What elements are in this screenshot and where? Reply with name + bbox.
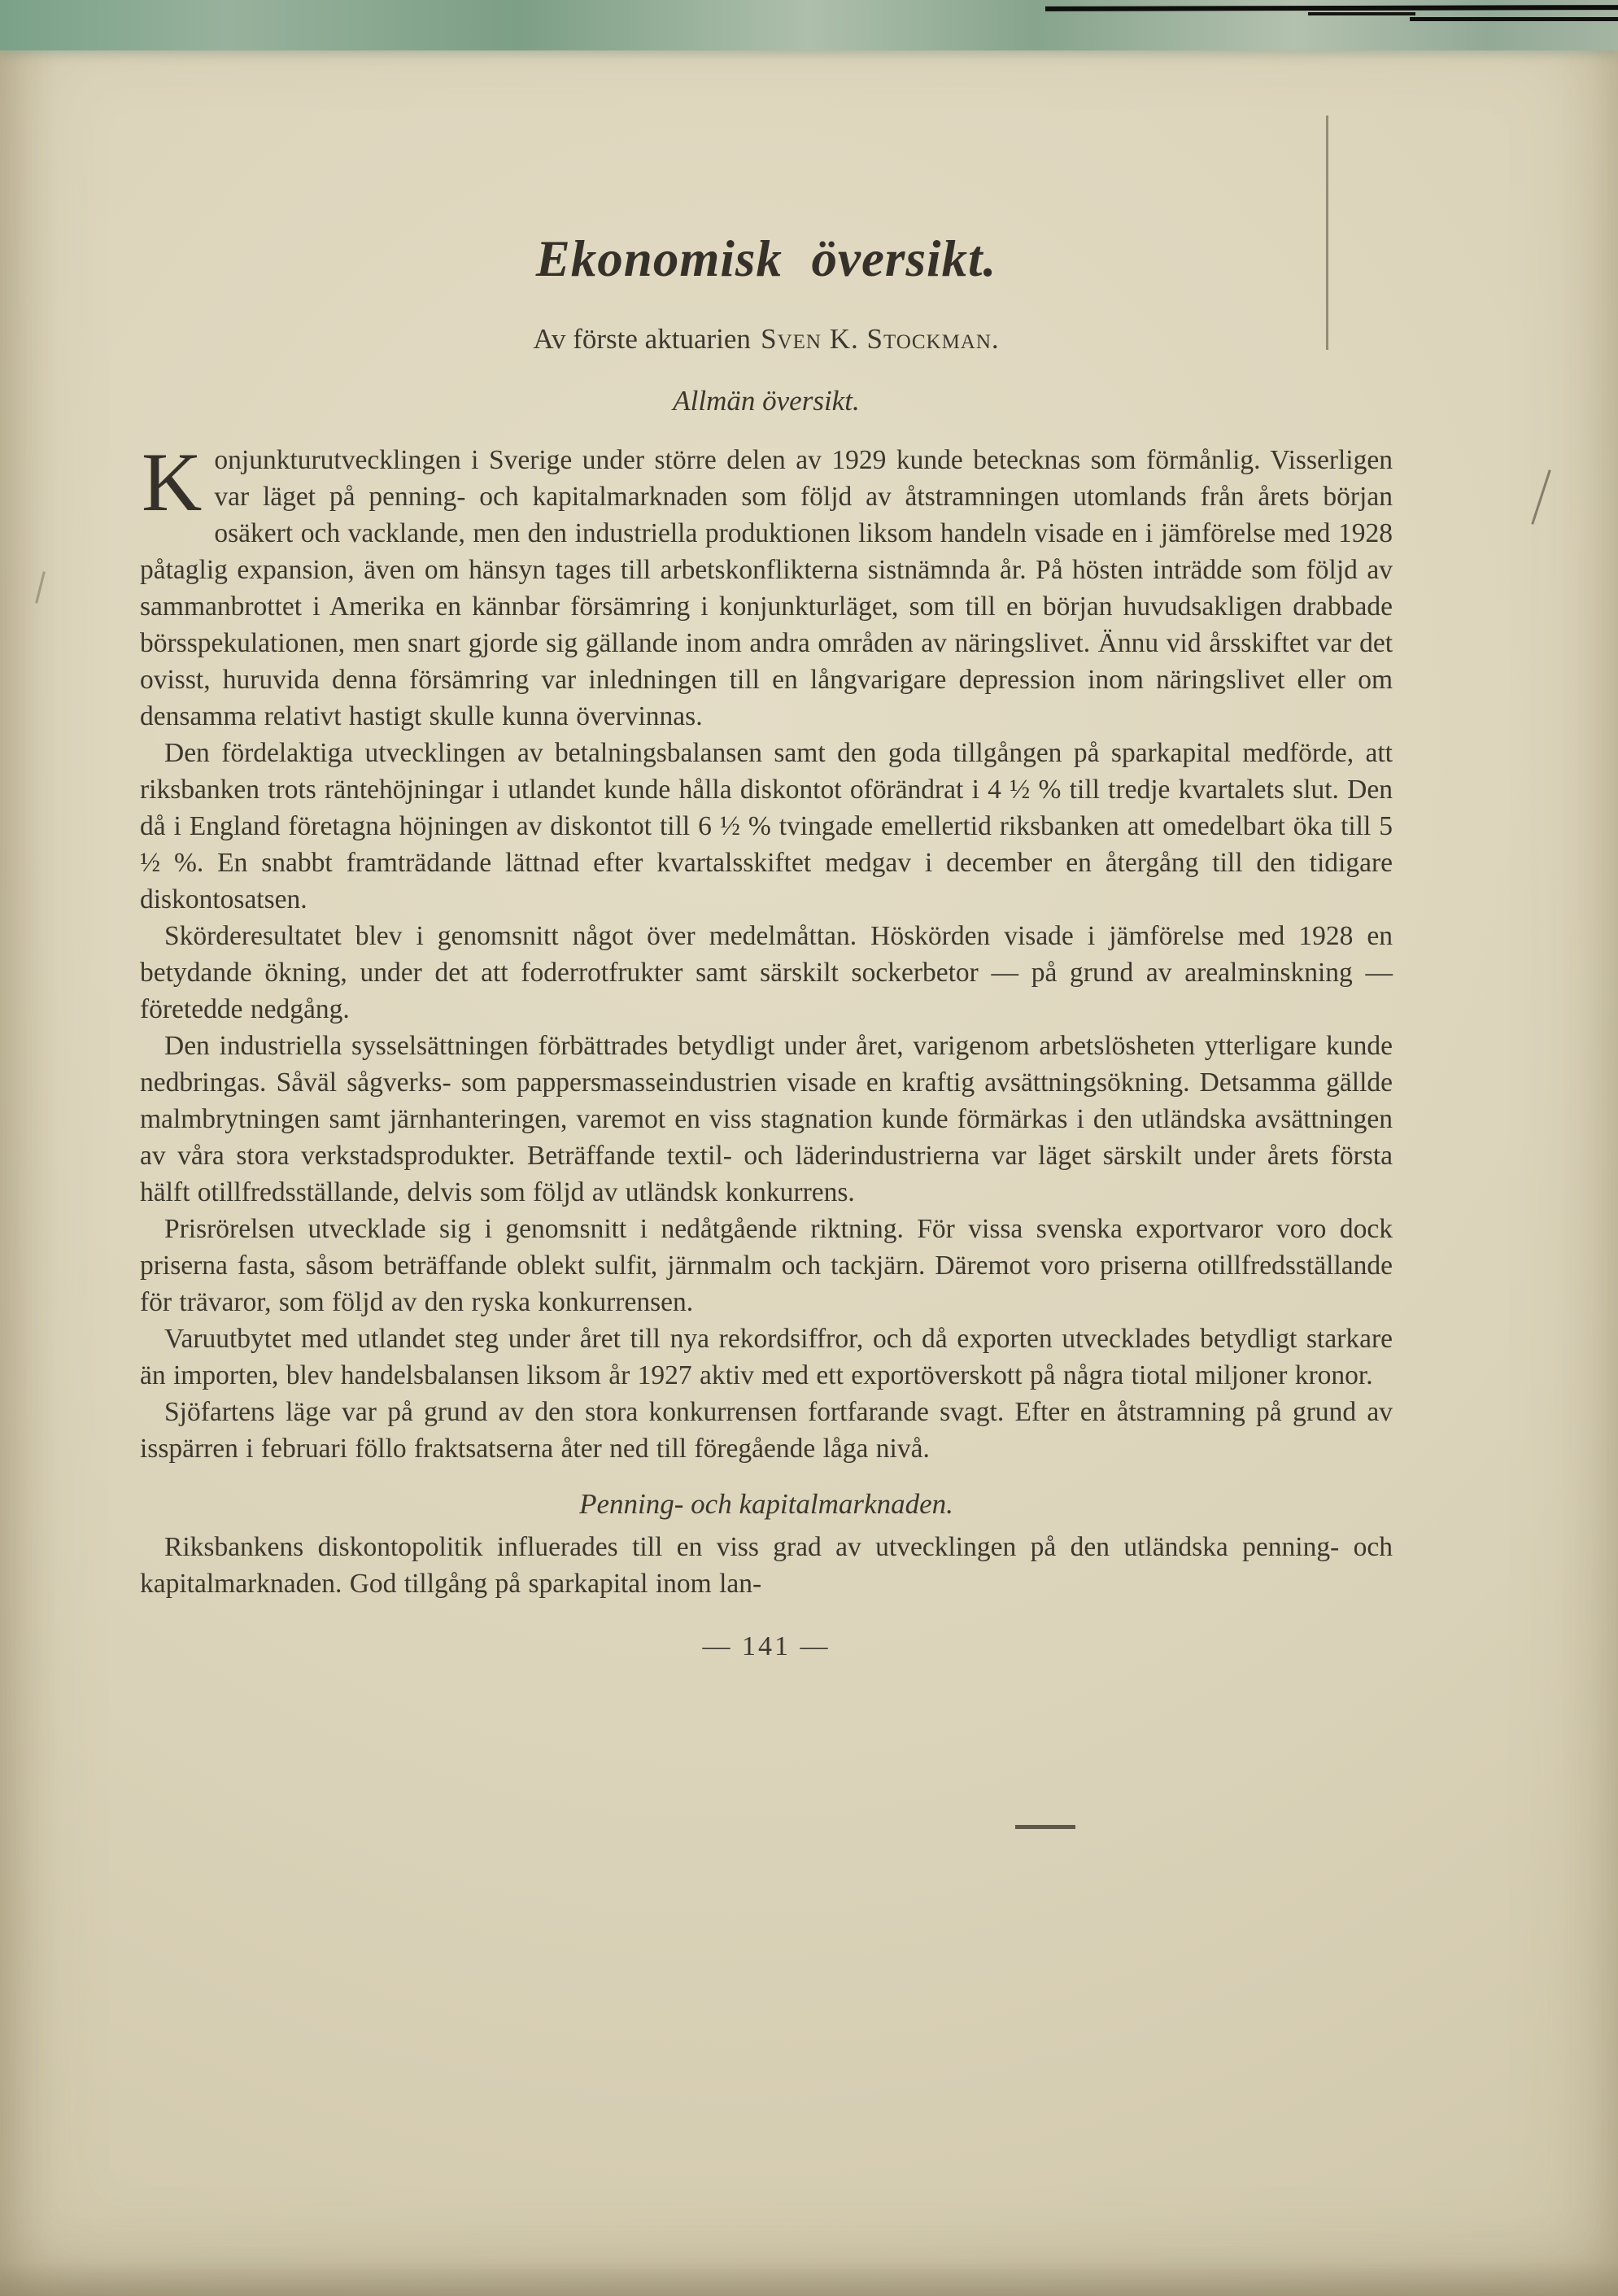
paragraph-allman-2: Den fördelaktiga utvecklingen av betalningsbalansen samt den goda tillgången på sparkapital medförde, att riksbanken trots räntehöjningar i utlandet kunde hålla diskontot oförändrat i 4 ½ % till tredje kvartalets slut. Den då i England företagna höjningen av diskontot till 6 ½ % tvingade emellertid riksbanken att omedelbart öka till 5 ½ %. En snabbt framträdande lättnad efter kvartalsskiftet medgav i december en återgång till den tidigare diskontosatsen. (140, 738, 1393, 914)
byline (140, 323, 1393, 356)
scan-artifact-slash-mark (1531, 469, 1550, 525)
paragraph-allman-7: Sjöfartens läge var på grund av den stora konkurrensen fortfarande svagt. Efter en åtstramning på grund av isspärren i februari föllo fraktsatserna åter ned till föregående låga nivå. (140, 1397, 1393, 1464)
paragraph-allman-3: Skörderesultatet blev i genomsnitt något över medelmåttan. Höskörden visade i jämförelse med 1928 en betydande ökning, under det att foderrotfrukter samt särskilt sockerbetor — på grund av arealminskning — företedde nedgång. (140, 921, 1393, 1024)
paragraph-allman-1 (140, 436, 1393, 735)
paragraph-allman-5: Prisrörelsen utvecklade sig i genomsnitt i nedåtgående riktning. För vissa svenska exportvaror voro dock priserna fasta, såsom beträffande oblekt sulfit, järnmalm och tackjärn. Däremot voro priserna otillfredsställande för trävaror, som följd av den ryska konkurrensen. (140, 1214, 1393, 1317)
article-title: Ekonomisk översikt. (535, 230, 997, 287)
paragraph-allman-1-text: onjunkturutvecklingen i Sverige under större delen av 1929 kunde betecknas som förmånlig. Visserligen var läget på penning- och kapitalmarknaden som följd av åtstramningen utomlands från årets början osäkert och vacklande, men den industriella produktionen liksom handeln visade en i jämförelse med 1928 påtaglig expansion, även om hänsyn tages till arbetskonflikterna sistnämnda år. På hösten inträdde som följd av sammanbrottet i Amerika en kännbar försämring i konjunkturläget, som till en början huvudsakligen drabbade börsspekulationen, men snart gjorde sig gällande inom andra områden av näringslivet. Ännu vid årsskiftet var det ovisst, huruvida denna försämring var inledningen till en långvarigare depression inom näringslivet eller om densamma relativt hastigt skulle kunna övervinnas. (140, 445, 1393, 731)
paragraph-allman-4: Den industriella sysselsättningen förbättrades betydligt under året, varigenom arbetslösheten ytterligare kunde nedbringas. Såväl sågverks- som pappersmasseindustrien visade en kraftig avsättningsökning. Detsamma gällde malmbrytningen samt järnhanteringen, varemot en viss stagnation kunde förmärkas i den utländska avsättningen av våra stora verkstadsprodukter. Beträffande textil- och läderindustrierna var läget särskilt under årets första hälft otillfredsställande, delvis som följd av utländsk konkurrens. (140, 1031, 1393, 1207)
scan-artifact-margin-tick (35, 571, 46, 604)
paragraph-penning-1: Riksbankens diskontopolitik influerades till en viss grad av utvecklingen på den utländska penning- och kapitalmarknaden. God tillgång på sparkapital inom lan- (140, 1532, 1393, 1599)
paragraph-allman-6: Varuutbytet med utlandet steg under året till nya rekordsiffror, och då exporten utvecklades betydligt starkare än importen, blev handelsbalansen liksom år 1927 aktiv med ett exportöverskott på några tiotal miljoner kronor. (140, 1324, 1393, 1390)
section-heading-penning-kapital: Penning- och kapitalmarknaden. (579, 1488, 953, 1520)
page-number: — 141 — (702, 1631, 831, 1661)
byline-author: Sven K. Stockman. (761, 323, 1000, 355)
dropcap-k: K (142, 436, 203, 529)
byline-prefix: Av förste aktuarien (533, 323, 751, 355)
article (140, 0, 1393, 1662)
section-heading-allman-oversikt: Allmän översikt. (673, 385, 860, 417)
scan-artifact-dash-mark (1015, 1825, 1075, 1829)
